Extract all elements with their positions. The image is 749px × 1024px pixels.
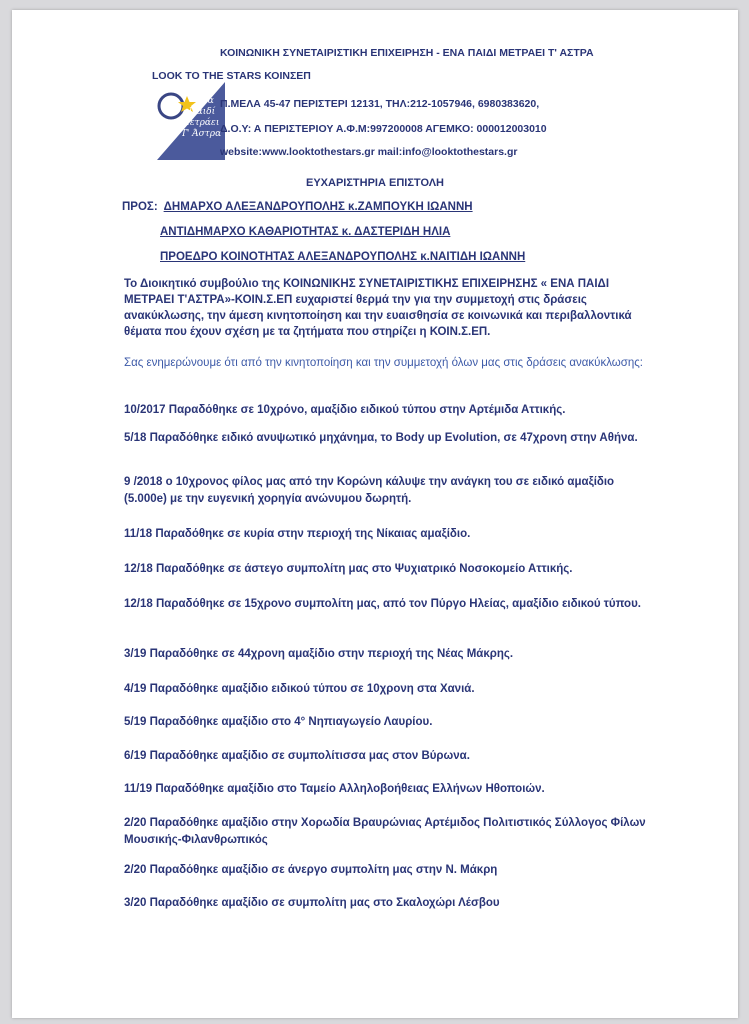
list-item: 2/20 Παραδόθηκε αμαξίδιο στην Χορωδία Βραυρώνιας Αρτέμιδος Πολιτιστικός Σύλλογος Φίλων Μουσικής-Φιλανθρωπικός <box>124 817 646 846</box>
list-item: 9 /2018 ο 10χρονος φίλος μας από την Κορώνη κάλυψε την ανάγκη του σε ειδικό αμαξίδιο (5.000e) με την ευγενική χορηγία ανώνυμου δωρητή. <box>124 476 615 505</box>
letter-page <box>12 10 738 1018</box>
letter-title: ΕΥΧΑΡΙΣΤΗΡΙΑ ΕΠΙΣΤΟΛΗ <box>305 177 444 189</box>
list-item: 4/19 Παραδόθηκε αμαξίδιο ειδικού τύπου σε 10χρονη στα Χανιά. <box>124 683 475 695</box>
recipient-1 <box>122 201 473 213</box>
list-item: 2/20 Παραδόθηκε αμαξίδιο σε άνεργο συμπολίτη μας στην Ν. Μάκρη <box>124 864 498 876</box>
notice-paragraph: Σας ενημερώνουμε ότι από την κινητοποίηση και την συμμετοχή όλων μας στις δράσεις ανακύκλωσης: <box>124 357 643 369</box>
list-item: 3/19 Παραδόθηκε σε 44χρονη αμαξίδιο στην περιοχή της Νέας Μάκρης. <box>124 648 514 660</box>
list-item: 11/18 Παραδόθηκε σε κυρία στην περιοχή της Νίκαιας αμαξίδιο. <box>124 528 471 540</box>
logo-lettering: Ένα Παιδί Μετράει Τ' Άστρα <box>180 96 222 139</box>
intro-paragraph: Το Διοικητικό συμβούλιο της ΚΟΙΝΩΝΙΚΗΣ ΣΥΝΕΤΑΙΡΙΣΤΙΚΗΣ ΕΠΙΧΕΙΡΗΣΗΣ « ΕΝΑ ΠΑΙΔΙ ΜΕΤΡΑΕΙ Τ'ΑΣΤΡΑ»-ΚΟΙΝ.Σ.ΕΠ ευχαριστεί θερμά την για την συμμετοχή στις δράσεις ανακύκλωσης, την άμεση κινητοποίηση και την ευαισθησία σε κοινωνικά και περιβαλλοντικά θέματα που έχουν σχέση με τα ζητήματα που στηρίζει η ΚΟΙΝ.Σ.ΕΠ. <box>124 278 632 338</box>
org-tax-info: Δ.Ο.Υ: Α ΠΕΡΙΣΤΕΡΙΟΥ Α.Φ.Μ:997200008 ΑΓΕΜΚΟ: 000012003010 <box>220 123 547 135</box>
org-logo <box>157 82 225 160</box>
org-short-name: LOOK TO THE STARS ΚΟΙΝΣΕΠ <box>152 70 311 82</box>
recipient-name: ΔΗΜΑΡΧΟ ΑΛΕΞΑΝΔΡΟΥΠΟΛΗΣ κ.ΖΑΜΠΟΥΚΗ ΙΩΑΝΝΗ <box>163 201 473 213</box>
list-item: 5/19 Παραδόθηκε αμαξίδιο στο 4° Νηπιαγωγείο Λαυρίου. <box>124 716 433 728</box>
list-item: 12/18 Παραδόθηκε σε 15χρονο συμπολίτη μας, από τον Πύργο Ηλείας, αμαξίδιο ειδικού τύπου. <box>124 598 641 610</box>
org-contact: website:www.looktothestars.gr mail:info@looktothestars.gr <box>220 146 518 158</box>
to-label: ΠΡΟΣ: <box>122 201 158 213</box>
org-name: ΚΟΙΝΩΝΙΚΗ ΣΥΝΕΤΑΙΡΙΣΤΙΚΗ ΕΠΙΧΕΙΡΗΣΗ - ΕΝΑ ΠΑΙΔΙ ΜΕΤΡΑΕΙ Τ' ΑΣΤΡΑ <box>220 47 594 59</box>
recipient-2 <box>122 226 450 238</box>
list-item: 5/18 Παραδόθηκε ειδικό ανυψωτικό μηχάνημα, το Body up Evolution, σε 47χρονη στην Αθήνα. <box>124 432 638 444</box>
recipient-name: ΑΝΤΙΔΗΜΑΡΧΟ ΚΑΘΑΡΙΟΤΗΤΑΣ κ. ΔΑΣΤΕΡΙΔΗ ΗΛΙΑ <box>160 226 451 238</box>
recipient-name: ΠΡΟΕΔΡΟ ΚΟΙΝΟΤΗΤΑΣ ΑΛΕΞΑΝΔΡΟΥΠΟΛΗΣ κ.ΝΑΙΤΙΔΗ ΙΩΑΝΝΗ <box>160 251 526 263</box>
list-item: 12/18 Παραδόθηκε σε άστεγο συμπολίτη μας στο Ψυχιατρικό Νοσοκομείο Αττικής. <box>124 563 573 575</box>
org-address: Π.ΜΕΛΑ 45-47 ΠΕΡΙΣΤΕΡΙ 12131, ΤΗΛ:212-1057946, 6980383620, <box>220 98 540 110</box>
list-item: 10/2017 Παραδόθηκε σε 10χρόνο, αμαξίδιο ειδικού τύπου στην Αρτέμιδα Αττικής. <box>124 404 566 416</box>
recipient-3 <box>122 251 525 263</box>
list-item: 3/20 Παραδόθηκε αμαξίδιο σε συμπολίτη μας στο Σκαλοχώρι Λέσβου <box>124 897 500 909</box>
list-item: 11/19 Παραδόθηκε αμαξίδιο στο Ταμείο Αλληλοβοήθειας Ελλήνων Ηθοποιών. <box>124 783 545 795</box>
list-item: 6/19 Παραδόθηκε αμαξίδιο σε συμπολίτισσα μας στον Βύρωνα. <box>124 750 470 762</box>
